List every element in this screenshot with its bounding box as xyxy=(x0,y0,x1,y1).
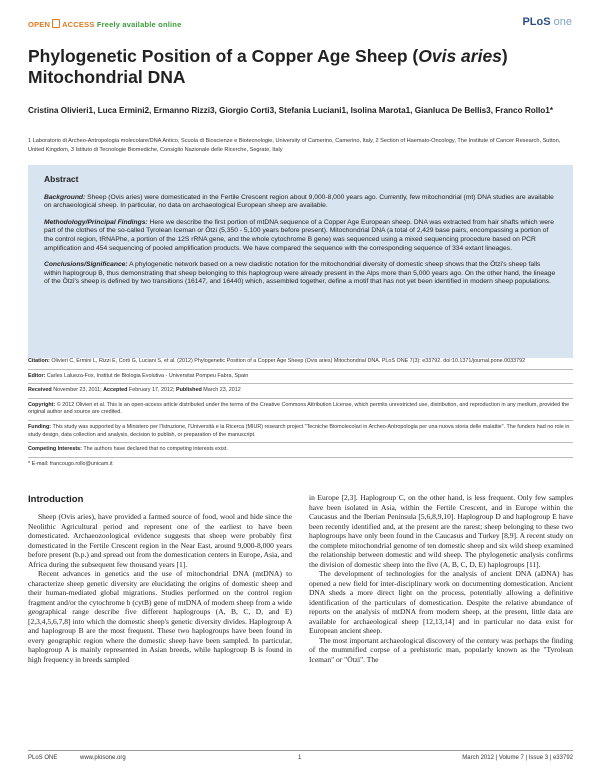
article-metadata xyxy=(28,358,573,471)
abstract-heading: Abstract xyxy=(44,174,79,184)
freely-available-label: Freely available online xyxy=(96,20,182,29)
access-label: ACCESS xyxy=(62,20,95,29)
paragraph: The development of technologies for the analysis of ancient DNA (aDNA) has opened a new field for inter-disciplinary work on documenting domestication. Ancient DNA sheds a more direct light on the process, potentially allowing a definitive identification of the particulars of domestication. Despite the relative abundance of reports on the analysis of mtDNA from modern sheep, at the present, little data are available for archaeological sheep [12,13,14] and in particular no data exist for European ancient sheep. xyxy=(309,569,573,635)
page-footer xyxy=(28,750,573,761)
paragraph: The most important archaeological discovery of the century was perhaps the finding of the mummified corpse of a prehistoric man, popularly known as the "Tyrolean Iceman" or "Ötzi". The xyxy=(309,635,573,664)
paragraph: in Europe [2,3]. Haplogroup C, on the other hand, is less frequent. Only few samples have been isolated in Asia, within the Fertile Crescent, and in Europe within the Caucasus and the Iberian Peninsula [5,6,8,9,10]. Haplogroup D and haplogroup E have been recently identified and, at the present are the rarest; sheep belonging to these two haplogroups have only been found in the Caucasus and Turkey [8,9]. A recent study on the complete mitochondrial genome of ten domestic sheep and six wild sheep examined the relationship between domestic and wild sheep. The phylogenetic analysis confirms the division of domestic sheep into the five (A, B, C, D, E) haplogroups [11]. xyxy=(309,493,573,569)
paragraph: Sheep (Ovis aries), have provided a farmed source of food, wool and hide since the Neolithic Agricultural period and represent one of the earliest to have been domesticated. Archaeozoological evidence suggests that sheep were probably first domesticated in the Fertile Crescent region in the Near East, around 9,000-8,000 years before present (b.p.) and spread out from the domestication centers in Europe, Asia, and Africa during the subsequent few thousand years [1]. xyxy=(28,512,292,569)
paragraph: Recent advances in genetics and the use of mitochondrial DNA (mtDNA) to characterize sheep genetic diversity are elucidating the origins of domestic sheep and their human-mediated global migrations. Studies performed on the control region fragment and/or the cytochrome b (cytB) gene of mtDNA of modern sheep from a wide geographical range describe five different haplogroups (A, B, C, D, and E) [2,3,4,5,6,7,8] into which the domestic sheep's genetic diversity divides. Haplogroup A and haplogroup B are the most frequent. These two haplogroups have been found in every geographic region where the domestic sheep have been sampled. In particular, haplogroup A is mainly represented in Asian breeds, while haplogroup B is found in high frequency in breeds sampled xyxy=(28,569,292,664)
open-access-badge xyxy=(28,19,181,29)
footer-journal: PLoS ONE xyxy=(28,755,58,761)
email: * E-mail: francougo.rollo@unicam.it xyxy=(28,460,113,467)
article-title: Phylogenetic Position of a Copper Age Sheep (Ovis aries) Mitochondrial DNA xyxy=(28,46,508,87)
left-column xyxy=(28,512,292,664)
copyright: Copyright: © 2012 Olivieri et al. This is an open-access article distributed under the terms of the Creative Commons Attribution License, which permits unrestricted use, distribution, and reproduction in any medium, provided the original author and source are credited. xyxy=(28,401,570,416)
abstract-methodology: Methodology/Principal Findings: Here we describe the first portion of mtDNA sequence of a Copper Age European sheep. DNA was extracted from hair shafts which were part of the clothes of the so-called Tyrolean Iceman or Ötzi (5,350 - 5,100 years before present). Mitochondrial DNA (a total of 2,429 base pairs, encompassing a portion of the control region, tRNAPhe, a portion of the 12S rRNA gene, and the whole cytochrome B gene) was sequenced using a mixed sequencing procedure based on PCR amplification and 454 sequencing of pooled amplification products. We have compared the sequence with the corresponding sequence of 334 extant lineages. xyxy=(44,218,554,252)
author-list: Cristina Olivieri1, Luca Ermini2, Ermanno Rizzi3, Giorgio Corti3, Stefania Luciani1, Isolina Marota1, Gianluca De Bellis3, Franco Rollo1* xyxy=(28,106,554,115)
dates: Received November 23, 2011; Accepted February 17, 2012; Published March 23, 2012 xyxy=(28,387,241,394)
citation: Citation: Olivieri C, Ermini L, Rizzi E, Corti G, Luciani S, et al. (2012) Phylogenetic Position of a Copper Age Sheep (Ovis aries) Mitochondrial DNA. PLoS ONE 7(3): e33792. doi:10.1371/journal.pone.0033792 xyxy=(28,358,526,364)
affiliations: 1 Laboratorio di Archeo-Antropologia molecolare/DNA Antico, Scuola di Bioscienze e Biotecnologie, University of Camerino, Camerino, Italy, 2 Section of Haemato-Oncology, The Institute of Cancer Research, Sutton, United Kingdom, 3 Istituto di Tecnologie Biomediche, Consiglio Nazionale delle Ricerche, Segrate, Italy xyxy=(28,138,561,153)
journal-logo xyxy=(522,16,572,28)
competing-interests: Competing Interests: The authors have declared that no competing interests exist. xyxy=(28,446,228,453)
abstract-background: Background: Sheep (Ovis aries) were domesticated in the Fertile Crescent region about 9,000-8,000 years ago. Currently, few mitochondrial (mt) DNA studies are available on archaeological sheep. In particular, no data on archaeological European sheep are available. xyxy=(44,193,554,210)
editor: Editor: Carles Lalueza-Fox, Institut de Biologia Evolutiva - Universitat Pompeu Fabra, Spain xyxy=(28,372,249,379)
open-lock-icon xyxy=(52,19,60,28)
footer-site: www.plosone.org xyxy=(80,755,126,761)
logo-one: one xyxy=(553,16,572,28)
right-column xyxy=(309,493,573,664)
footer-issue: March 2012 | Volume 7 | Issue 3 | e33792 xyxy=(462,755,573,761)
page-number: 1 xyxy=(298,755,302,761)
abstract-conclusions: Conclusions/Significance: A phylogenetic network based on a new cladistic notation for the mitochondrial diversity of domestic sheep shows that the Ötzi's sheep falls within haplogroup B, thus demonstrating that sheep belonging to this haplogroup were already present in the Alps more than 5,000 years ago. On the other hand, the lineage of the Ötzi's sheep is defined by two transitions (16147, and 16440) which, assembled together, define a motif that has not yet been identified in modern sheep populations. xyxy=(44,261,556,286)
funding: Funding: This study was supported by a Ministero per l'Istruzione, l'Università e la Ricerca (MIUR) research project "Tecniche Biomolecolari in Archeo-Antropologia per una nuova storia delle malattie". The funders had no role in study design, data collection and analysis, decision to publish, or preparation of the manuscript. xyxy=(28,423,570,438)
open-label: OPEN xyxy=(28,20,51,29)
abstract-box xyxy=(28,165,573,358)
logo-plos: PLoS xyxy=(522,16,551,28)
introduction-heading: Introduction xyxy=(28,494,84,505)
